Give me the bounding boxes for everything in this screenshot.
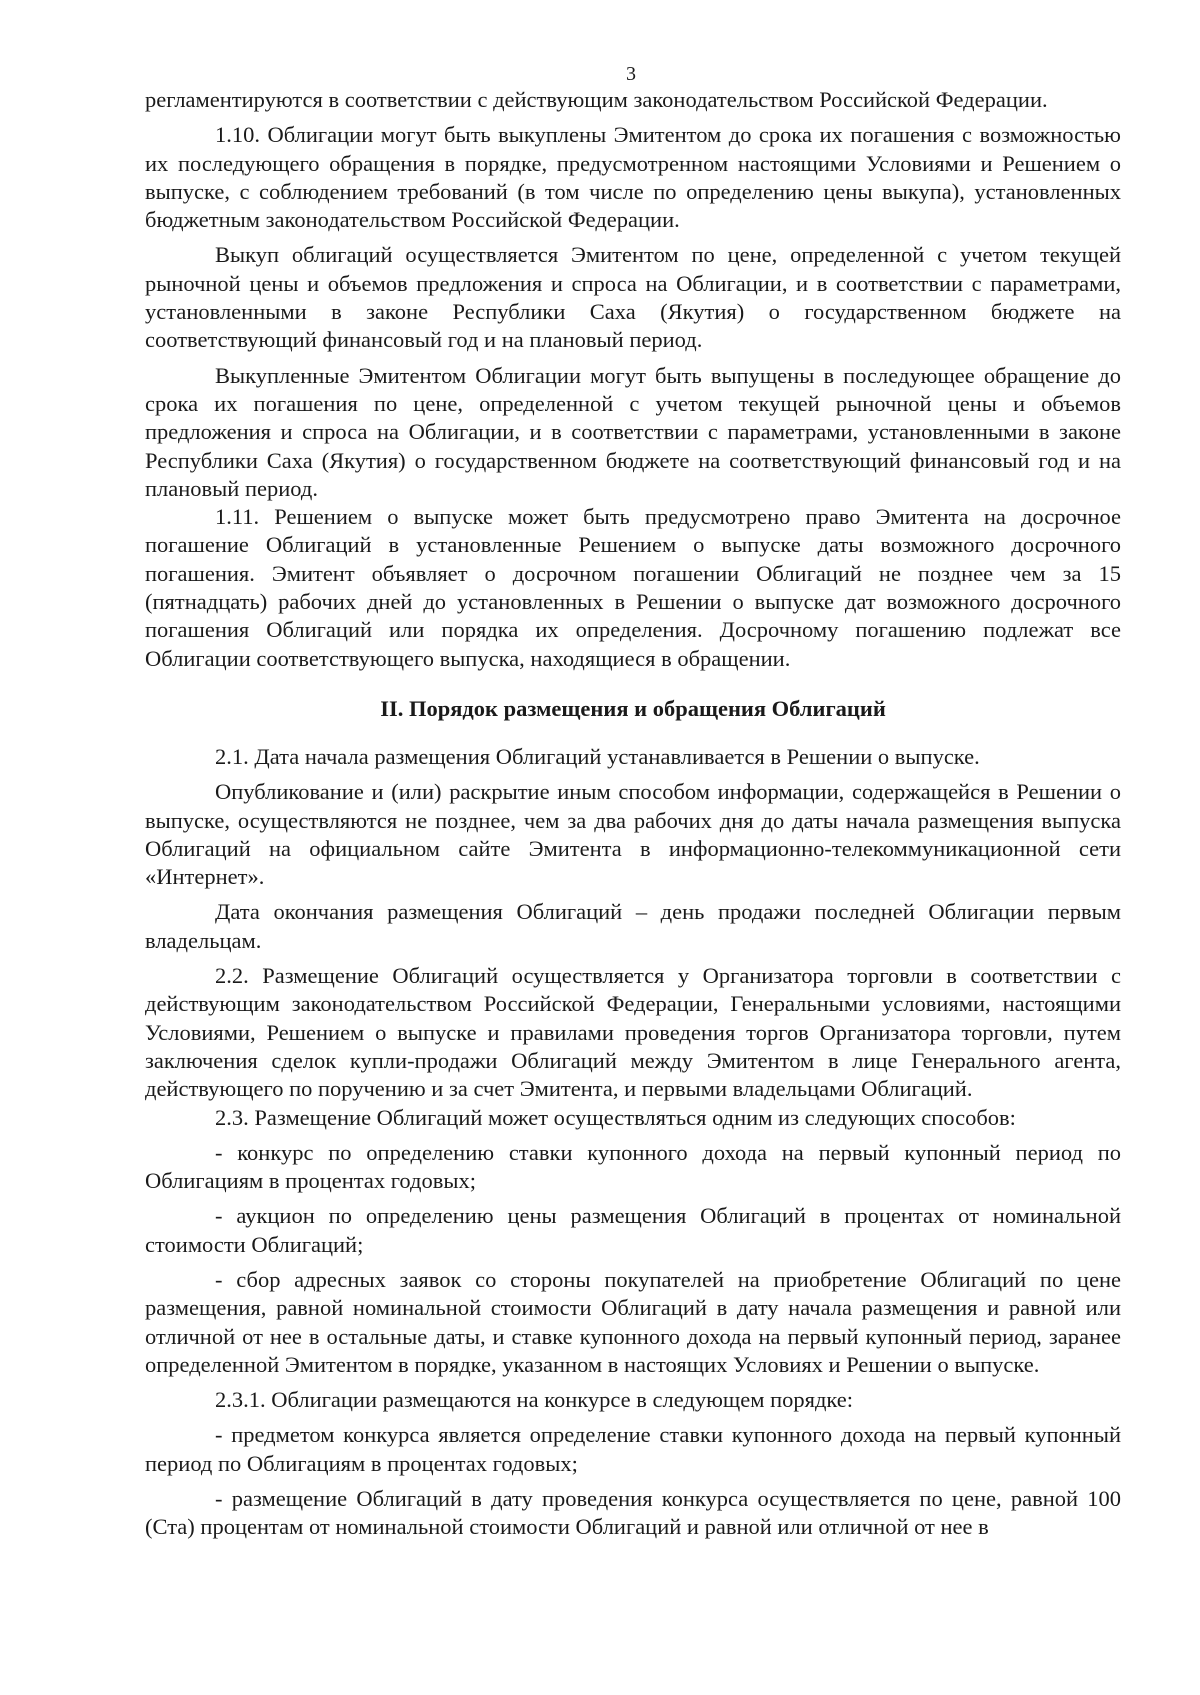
paragraph: 2.3. Размещение Облигаций может осуществляться одним из следующих способов: bbox=[215, 1104, 1016, 1130]
list-item: - предметом конкурса является определение ставки купонного дохода на первый купонный период по Облигациям в процентах годовых; bbox=[145, 1422, 1121, 1476]
list-item: - аукцион по определению цены размещения Облигаций в процентах от номинальной стоимости Облигаций; bbox=[145, 1203, 1121, 1257]
list-item: - размещение Облигаций в дату проведения конкурса осуществляется по цене, равной 100 (Ста) процентам от номинальной стоимости Облигаций и равной или отличной от нее в bbox=[145, 1486, 1121, 1540]
paragraph: Выкупленные Эмитентом Облигации могут быть выпущены в последующее обращение до срока их погашения по цене, определенной с учетом текущей рыночной цены и объемов предложения и спроса на Облигации, и в соответствии с параметрами, установленными в законе Республики Саха (Якутия) о государственном бюджете на соответствующий финансовый год и на плановый период. bbox=[145, 362, 1121, 501]
list-item: - конкурс по определению ставки купонного дохода на первый купонный период по Облигациям в процентах годовых; bbox=[145, 1139, 1121, 1194]
list-item: - сбор адресных заявок со стороны покупателей на приобретение Облигаций по цене размещения, равной номинальной стоимости Облигаций в дату начала размещения и равной или отличной от нее в остальные даты, и ставке купонного дохода на первый купонный период, заранее определенной Эмитентом в порядке, указанном в настоящих Условиях и Решении о выпуске. bbox=[145, 1266, 1121, 1377]
paragraph: Дата окончания размещения Облигаций – день продажи последней Облигации первым владельцам. bbox=[145, 899, 1121, 953]
paragraph: 1.10. Облигации могут быть выкуплены Эмитентом до срока их погашения с возможностью их последующего обращения в порядке, предусмотренном настоящими Условиями и Решением о выпуске, с соблюдением требований (в том числе по определению цены выкупа), установленных бюджетным законодательством Российской Федерации. bbox=[145, 122, 1121, 233]
section-heading: II. Порядок размещения и обращения Облигаций bbox=[380, 695, 886, 721]
paragraph: Опубликование и (или) раскрытие иным способом информации, содержащейся в Решении о выпуске, осуществляются не позднее, чем за два рабочих дня до даты начала размещения выпуска Облигаций на официальном сайте Эмитента в информационно-телекоммуникационной сети «Интернет». bbox=[145, 779, 1121, 890]
paragraph: 2.3.1. Облигации размещаются на конкурсе в следующем порядке: bbox=[215, 1387, 854, 1413]
paragraph: 1.11. Решением о выпуске может быть предусмотрено право Эмитента на досрочное погашение Облигаций в установленные Решением о выпуске даты возможного досрочного погашения. Эмитент объявляет о досрочном погашении Облигаций не позднее чем за 15 (пятнадцать) рабочих дней до установленных в Решении о выпуске дат возможного досрочного погашения Облигаций или порядка их определения. Досрочному погашению подлежат все Облигации соответствующего выпуска, находящиеся в обращении. bbox=[145, 504, 1121, 671]
paragraph: регламентируются в соответствии с действующим законодательством Российской Федерации. bbox=[145, 87, 1048, 112]
paragraph: Выкуп облигаций осуществляется Эмитентом по цене, определенной с учетом текущей рыночной цены и объемов предложения и спроса на Облигации, и в соответствии с параметрами, установленными в законе Республики Саха (Якутия) о государственном бюджете на соответствующий финансовый год и на плановый период. bbox=[145, 242, 1121, 353]
paragraph: 2.2. Размещение Облигаций осуществляется у Организатора торговли в соответствии с действующим законодательством Российской Федерации, Генеральными условиями, настоящими Условиями, Решением о выпуске и правилами проведения торгов Организатора торговли, путем заключения сделок купли-продажи Облигаций между Эмитентом в лице Генерального агента, действующего по поручению и за счет Эмитента, и первыми владельцами Облигаций. bbox=[145, 963, 1121, 1102]
document-body bbox=[145, 86, 1121, 1542]
page-number: 3 bbox=[626, 63, 636, 85]
paragraph: 2.1. Дата начала размещения Облигаций устанавливается в Решении о выпуске. bbox=[215, 743, 980, 769]
